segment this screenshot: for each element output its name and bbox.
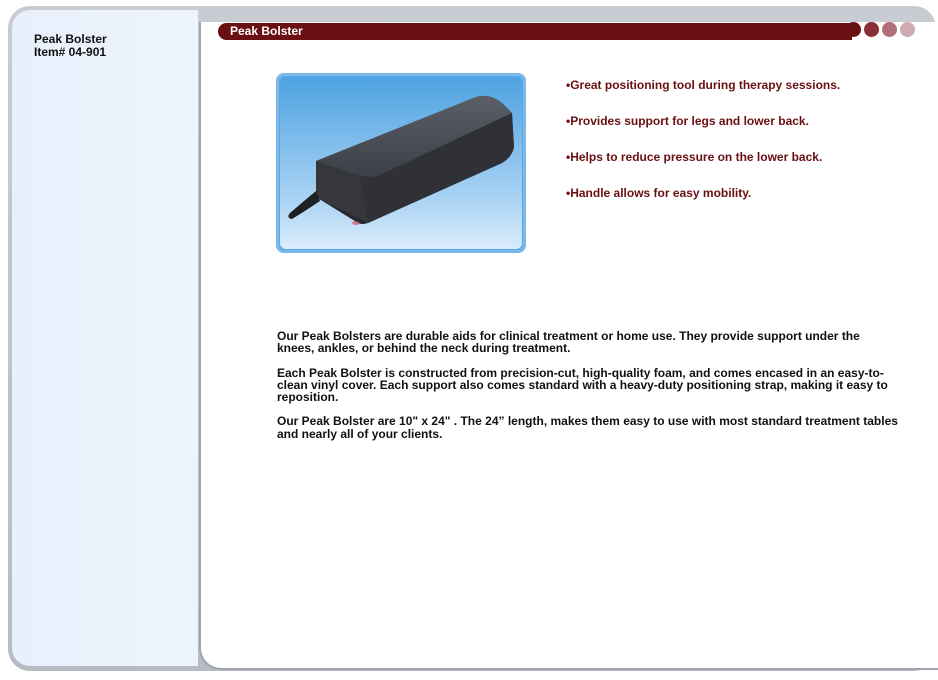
header-dots xyxy=(846,22,915,40)
header-dot xyxy=(846,22,861,37)
peak-bolster-illustration xyxy=(276,73,526,253)
description-paragraph: Our Peak Bolsters are durable aids for clinical treatment or home use. They provide support under the knees, ankles, or behind the neck during treatment. xyxy=(277,329,860,356)
product-description xyxy=(277,330,899,452)
header-dot xyxy=(864,22,879,37)
page-title: Peak Bolster xyxy=(230,24,303,38)
feature-item: •Provides support for legs and lower back. xyxy=(566,114,809,128)
header-dot xyxy=(900,22,915,37)
sidebar-product-info xyxy=(34,33,107,59)
description-paragraph: Each Peak Bolster is constructed from precision-cut, high-quality foam, and comes encased in an easy-to-clean vinyl cover. Each support also comes standard with a heavy-duty positioning strap, making it easy to reposition. xyxy=(277,365,888,405)
peak-bolster-photo xyxy=(276,73,526,253)
sidebar-item-number: Item# 04-901 xyxy=(34,45,107,59)
feature-item: •Handle allows for easy mobility. xyxy=(566,186,752,200)
header-dot xyxy=(882,22,897,37)
header-bar xyxy=(218,23,852,40)
feature-item: •Great positioning tool during therapy sessions. xyxy=(566,78,841,92)
sidebar-product-name[interactable]: Peak Bolster xyxy=(34,32,107,46)
description-paragraph: Our Peak Bolster are 10" x 24" . The 24” length, makes them easy to use with most standard treatment tables and nearly all of your clients. xyxy=(277,414,898,441)
sidebar xyxy=(12,10,198,666)
feature-list xyxy=(566,78,840,222)
feature-item: •Helps to reduce pressure on the lower back. xyxy=(566,150,823,164)
